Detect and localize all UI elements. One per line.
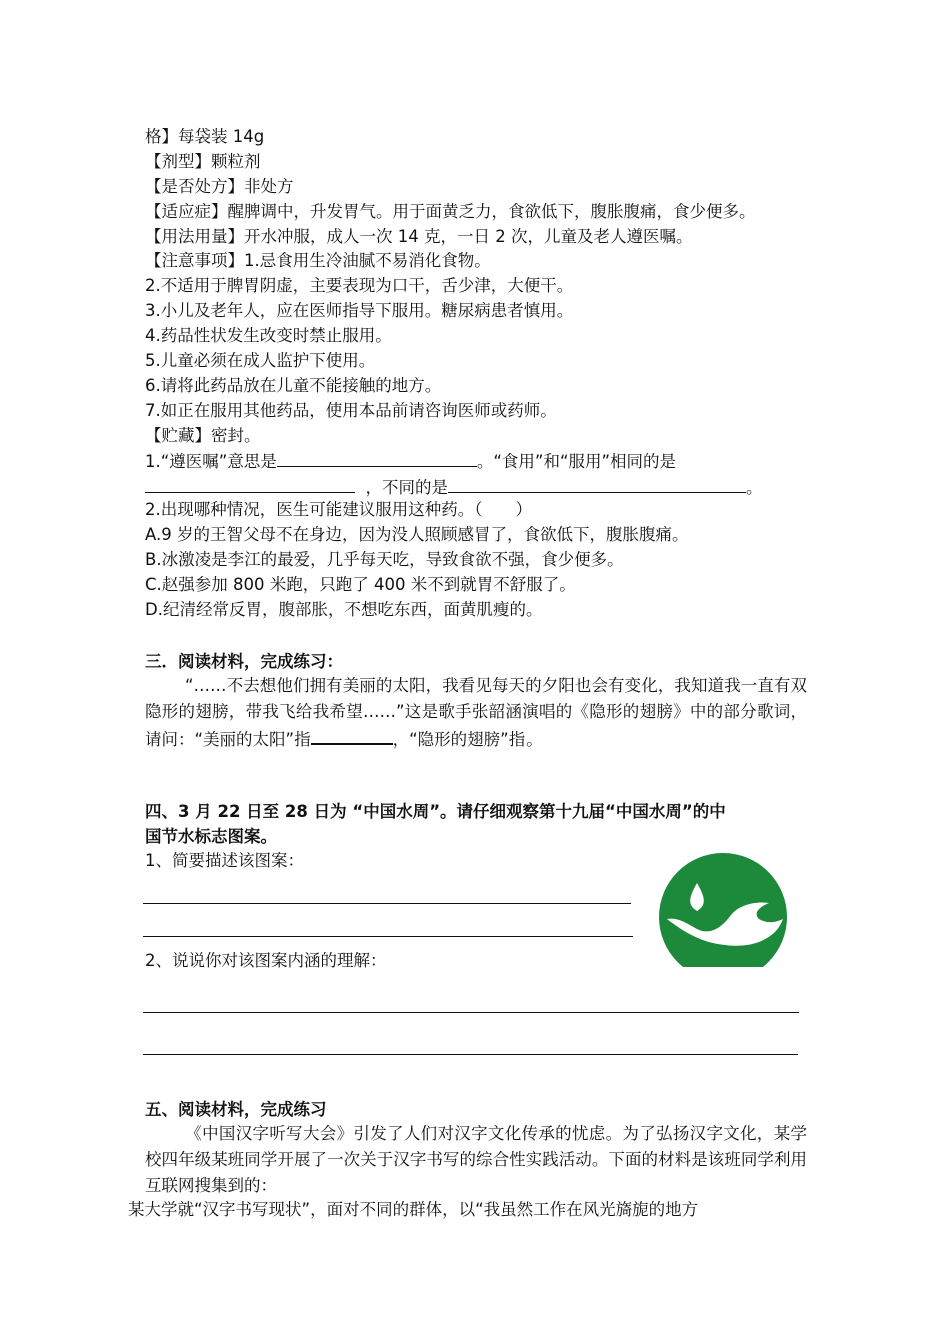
question-1-part-3: ，不同的是: [365, 478, 448, 497]
drug-usage: 【用法用量】开水冲服，成人一次 14 克，一日 2 次，儿童及老人遵医嘱。: [145, 227, 693, 246]
question-2-option-d: D.纪清经常反胃，腹部胀，不想吃东西，面黄肌瘦的。: [145, 600, 543, 619]
answer-line-1[interactable]: [143, 903, 631, 904]
question-1-part-1: 1.“遵医嘱”意思是: [145, 452, 277, 471]
answer-blank-3[interactable]: [448, 474, 746, 493]
section-4-heading-line-1: 四、3 月 22 日至 28 日为 “中国水周”。请仔细观察第十九届“中国水周”的中: [145, 802, 726, 821]
drug-indication: 【适应症】醒脾调中，升发胃气。用于面黄乏力，食欲低下，腹胀腹痛，食少便多。: [145, 202, 756, 221]
question-2-option-b: B.冰激凌是李江的最爱，几乎每天吃，导致食欲不强，食少便多。: [145, 550, 624, 569]
section-4-question-2: 2、说说你对该图案内涵的理解：: [145, 951, 387, 970]
drug-note-3: 3.小儿及老年人，应在医师指导下服用。糖尿病患者慎用。: [145, 301, 574, 320]
drug-storage: 【贮藏】密封。: [145, 426, 261, 445]
section-5-text: 《中国汉字听写大会》引发了人们对汉字文化传承的忧虑。为了弘扬汉字文化，某学校四年级某班同学开展了一次关于汉字书写的综合性实践活动。下面的材料是该班同学利用互联网搜集到的：: [145, 1124, 807, 1195]
section-3-text-c: 。: [526, 730, 543, 749]
section-4-heading-line-2: 国节水标志图案。: [145, 827, 277, 846]
question-1-part-4: 。: [746, 478, 763, 497]
answer-blank-2[interactable]: [145, 474, 355, 493]
answer-blank-sun[interactable]: [311, 725, 393, 745]
logo-circle: [659, 853, 787, 967]
section-3-paragraph: [145, 673, 807, 753]
section-3-heading: 三．阅读材料，完成练习：: [145, 652, 343, 671]
answer-line-3[interactable]: [143, 1012, 799, 1013]
section-3-text-a: “……不去想他们拥有美丽的太阳，我看见每天的夕阳也会有变化，我知道我一直有双隐形的翅膀，带我飞给我希望……”这是歌手张韶涵演唱的《隐形的翅膀》中的部分歌词，请问：“美丽的太阳”指: [145, 676, 807, 749]
drug-note-2: 2.不适用于脾胃阴虚，主要表现为口干，舌少津，大便干。: [145, 276, 574, 295]
answer-line-4[interactable]: [143, 1054, 798, 1055]
section-4-question-1: 1、简要描述该图案：: [145, 851, 304, 870]
drug-note-6: 6.请将此药品放在儿童不能接触的地方。: [145, 376, 442, 395]
question-2-option-a: A.9 岁的王智父母不在身边，因为没人照顾感冒了，食欲低下，腹胀腹痛。: [145, 525, 689, 544]
question-2-option-c: C.赵强参加 800 米跑，只跑了 400 米不到就胃不舒服了。: [145, 575, 576, 594]
drug-note-4: 4.药品性状发生改变时禁止服用。: [145, 326, 392, 345]
drug-note-5: 5.儿童必须在成人监护下使用。: [145, 351, 376, 370]
drug-note-7: 7.如正在服用其他药品，使用本品前请咨询医师或药师。: [145, 401, 557, 420]
section-3-text-b: ，“隐形的翅膀”指: [392, 730, 526, 749]
drug-prescription: 【是否处方】非处方: [145, 177, 294, 196]
question-1-line-1: [145, 448, 676, 474]
section-5-last-line: 某大学就“汉字书写现状”，面对不同的群体，以“我虽然工作在风光旖旎的地方: [128, 1200, 699, 1219]
answer-blank-1[interactable]: [277, 448, 477, 467]
section-5-heading: 五、阅读材料，完成练习: [145, 1100, 327, 1119]
water-saving-logo: [659, 853, 787, 967]
question-1-part-2: 。“食用”和“服用”相同的是: [476, 452, 677, 471]
section-5-paragraph: [145, 1121, 807, 1199]
drug-form: 【剂型】颗粒剂: [145, 152, 261, 171]
drug-spec: 格】每袋装 14g: [145, 127, 265, 146]
question-2-stem: 2.出现哪种情况，医生可能建议服用这种药。（ ）: [145, 500, 532, 519]
answer-line-2[interactable]: [143, 936, 633, 937]
drug-note-1: 【注意事项】1.忌食用生冷油腻不易消化食物。: [145, 251, 491, 270]
water-drop-logo-icon: [659, 853, 787, 967]
